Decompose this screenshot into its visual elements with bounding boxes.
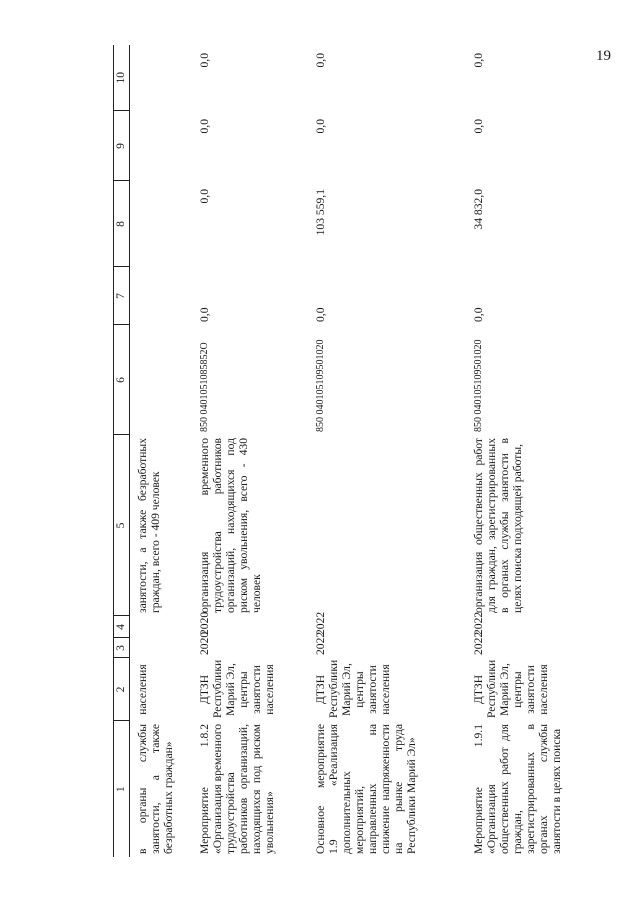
cell-value-7: 0,0 bbox=[471, 307, 485, 322]
cell-end-year: 2022 bbox=[313, 611, 327, 635]
cell-executor: ДТЗН Республики Марий Эл, центры занятости населения bbox=[313, 659, 392, 718]
cell-value-8 bbox=[135, 181, 197, 267]
col-header-7: 7 bbox=[114, 267, 130, 325]
cell-start-year: 2020 bbox=[197, 631, 211, 655]
header-row bbox=[114, 45, 130, 857]
cell-activity: Мероприятие 1.8.2 «Организация временного трудоустройства работников организаций, находящихся под риском увольнения» bbox=[197, 723, 276, 854]
page-number: 19 bbox=[596, 48, 611, 64]
cell-value-7: 0,0 bbox=[197, 307, 211, 322]
cell-budget-code: 850 0401051085852О bbox=[198, 342, 210, 432]
col-header-8: 8 bbox=[114, 181, 130, 267]
cell-executor: населения bbox=[135, 664, 149, 715]
cell-end-year: 2020 bbox=[197, 611, 211, 635]
table-row bbox=[471, 45, 591, 857]
col-header-2: 2 bbox=[114, 658, 130, 721]
cell-value-7: 0,0 bbox=[313, 307, 327, 322]
cell-value-9: 0,0 bbox=[471, 119, 485, 134]
cell-value-10: 0,0 bbox=[471, 53, 485, 68]
table-row bbox=[135, 45, 197, 857]
cell-executor: ДТЗН Республики Марий Эл, центры занятости населения bbox=[197, 659, 276, 718]
cell-result: занятости, а также безработных граждан, всего - 409 человек bbox=[135, 438, 162, 613]
cell-start-year bbox=[135, 638, 197, 658]
cell-activity: Мероприятие 1.9.1 «Организация общественных работ для граждан, зарегистрированных в органах службы занятости в целях поиска bbox=[471, 724, 563, 854]
table-row bbox=[313, 45, 471, 857]
rotated-table-container bbox=[113, 45, 639, 857]
cell-value-10: 0,0 bbox=[197, 53, 211, 68]
program-table bbox=[113, 45, 591, 857]
col-header-3: 3 bbox=[114, 638, 130, 658]
cell-start-year: 2022 bbox=[313, 631, 327, 655]
col-header-5: 5 bbox=[114, 435, 130, 616]
cell-value-10 bbox=[135, 45, 197, 111]
cell-executor: ДТЗН Республики Марий Эл, центры занятости населения bbox=[471, 659, 550, 718]
col-header-6: 6 bbox=[114, 325, 130, 435]
table-row bbox=[197, 45, 313, 857]
cell-activity: Основное мероприятие 1.9 «Реализация дополнительных мероприятий, направленных на снижение напряженности на рынке труда Республики Марий Эл» bbox=[313, 724, 418, 854]
cell-result bbox=[313, 435, 471, 616]
col-header-1: 1 bbox=[114, 721, 130, 857]
cell-end-year bbox=[135, 616, 197, 638]
cell-value-10: 0,0 bbox=[313, 53, 327, 68]
cell-value-8: 103 559,1 bbox=[313, 189, 327, 236]
cell-budget-code: 850 040105109501020 bbox=[314, 339, 326, 432]
cell-result: организация общественных работ для граждан, зарегистрированных в органах службы занятости в целях поиска подходящей работы, bbox=[471, 438, 524, 613]
cell-activity: в органы службы занятости, а также безработных граждан» bbox=[135, 724, 175, 854]
cell-value-9: 0,0 bbox=[197, 119, 211, 134]
cell-value-8: 0,0 bbox=[197, 189, 211, 204]
cell-value-9 bbox=[135, 111, 197, 181]
col-header-10: 10 bbox=[114, 45, 130, 111]
cell-end-year: 2022 bbox=[471, 611, 485, 635]
cell-value-9: 0,0 bbox=[313, 119, 327, 134]
col-header-9: 9 bbox=[114, 111, 130, 181]
cell-value-8: 34 832,0 bbox=[471, 189, 485, 230]
cell-value-7 bbox=[135, 267, 197, 325]
cell-result: организация временного трудоустройства работников организаций, находящихся под риском увольнения, всего - 430 человек bbox=[197, 438, 263, 613]
cell-budget-code: 850 040105109501020 bbox=[472, 339, 484, 432]
cell-start-year: 2022 bbox=[471, 631, 485, 655]
col-header-4: 4 bbox=[114, 616, 130, 638]
cell-budget-code bbox=[135, 325, 197, 435]
